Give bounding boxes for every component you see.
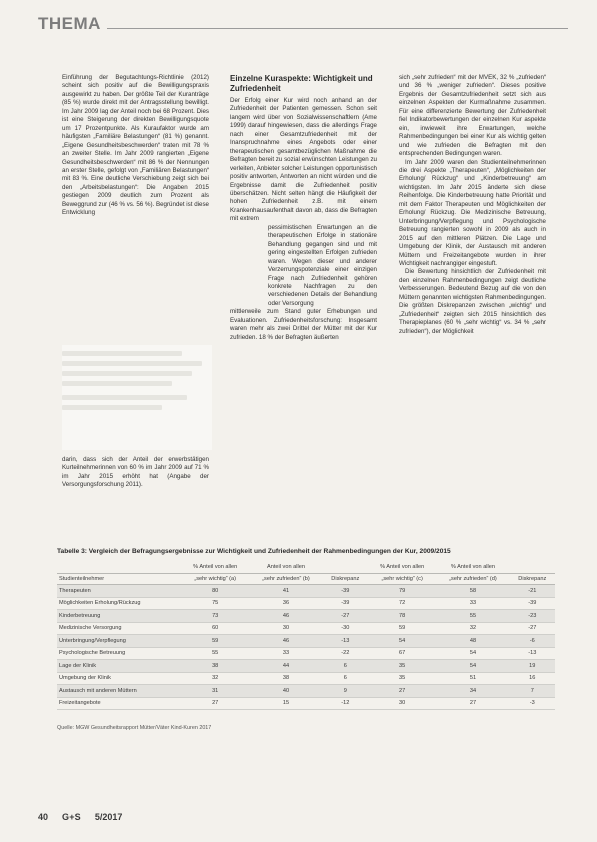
table-cell: 41 — [249, 585, 322, 598]
table-header: Diskrepanz — [323, 573, 368, 585]
table-row — [57, 697, 555, 710]
paragraph: Der Erfolg einer Kur wird noch anhand an der Zufriedenheit der Patienten gemessen. Schon seit langem wird über von Sozialwissenschaftlern (Ame 1999) darauf hingewiesen, dass die allerdings Frage nach einer Gesamtzufriedenheit mit der Inanspruchnahme eines Angebots oder einer therapeutischen gesamtbezüglichen Maßnahme die Befragten bereit zu sozial erwünschten Leistungen zu verleiten, Anbieter solcher Leistungen opportunistisch positiv antworten, Antworten an nicht würden und die Ergebnisse damit die Zufriedenheit positiv überschätzen. Nicht selten hängt die Häufigkeit der hohen Zufriedenheit z.B. mit einem Krankenhausaufenthalt davon ab, dass die Befragten mit extrem — [230, 97, 377, 223]
table-cell: 38 — [249, 672, 322, 685]
table-cell: 73 — [181, 610, 249, 623]
table-cell: 78 — [368, 610, 436, 623]
paragraph: Im Jahr 2009 waren den Studienteilnehmerinnen die drei Aspekte „Therapeuten“, „Möglichkeiten der Erholung/ Rückzug“ und „Kinderbetreuung“ am wichtigsten. Im Jahr 2015 änderte sich diese Reihenfolge. Die Kinderbetreuung hatte Priorität und mit dem Faktor Therapeuten und Möglichkeiten der Erholung/ Rückzug. Die Medizinische Betreuung, Unterbringung/Verpflegung und Psychologische Betreuung rangierten sowohl in 2009 als auch in 2015 auf den mittleren Plätzen. Die Lage und Umgebung der Klinik, der Austausch mit anderen Müttern und Freizeitangebote wurden in ihrer Wichtigkeit nachrangiger eingestuft. — [399, 158, 546, 267]
table-cell: 36 — [249, 597, 322, 610]
text-column-3 — [399, 74, 546, 336]
table-header: „sehr wichtig“ (a) — [181, 573, 249, 585]
pull-quote-box — [62, 345, 212, 450]
table-group-header — [57, 562, 181, 573]
paragraph: darin, dass sich der Anteil der erwerbstätigen Kurteilnehmerinnen von 60 % im Jahr 2009 auf 71 % im Jahr 2015 erhöht hat (Angabe der Versorgungsforschung 2011). — [62, 456, 209, 489]
text-column-1-top — [62, 74, 209, 218]
table-caption: Tabelle 3: Vergleich der Befragungsergebnisse zur Wichtigkeit und Zufriedenheit der Rahmenbedingungen der Kur, 2009/2015 — [57, 548, 451, 555]
table-cell: -3 — [510, 697, 555, 710]
table-row — [57, 610, 555, 623]
paragraph: Die Bewertung hinsichtlich der Zufriedenheit mit den einzelnen Rahmenbedingungen zeigt deutliche Verbesserungen. Bedeutend Bezug auf die von den Müttern genannten wichtigsten Rahmenbedingungen. Die größten Diskrepanzen zwischen „wichtig“ und „Zufriedenheit“ zeigten sich 2015 hinsichtlich des Therapieplanes (60 % „sehr wichtig“ vs. 34 % „sehr zufrieden“), der Möglichkeit — [399, 268, 546, 335]
table-cell-label: Therapeuten — [57, 585, 181, 598]
page-number: 40 — [38, 812, 49, 822]
table-cell: 55 — [436, 610, 509, 623]
table-cell: 54 — [436, 647, 509, 660]
table-row — [57, 585, 555, 598]
table-cell: -27 — [323, 610, 368, 623]
table-cell-label: Unterbringung/Verpflegung — [57, 635, 181, 648]
text-column-2 — [230, 74, 377, 342]
table-row — [57, 635, 555, 648]
table-header-row — [57, 573, 555, 585]
table-header: „sehr zufrieden“ (d) — [436, 573, 509, 585]
table-group-header — [323, 562, 368, 573]
table-cell: 72 — [368, 597, 436, 610]
table-cell: 54 — [368, 635, 436, 648]
table-cell: 6 — [323, 660, 368, 673]
table-cell: -23 — [510, 610, 555, 623]
table-cell: 44 — [249, 660, 322, 673]
paragraph: mittlerweile zum Stand guter Erhebungen und Evaluationen. Zufriedenheitsforschung: Insgesamt waren mehr als zwei Drittel der Mütter mit der Kur zufrieden. 18 % der Befragten äußerten — [230, 308, 377, 341]
magazine-name: G+S — [62, 812, 81, 822]
table-cell-label: Freizeitangebote — [57, 697, 181, 710]
table-group-header: % Anteil von allen — [368, 562, 436, 573]
table-cell: 60 — [181, 622, 249, 635]
table-source: Quelle: MGW Gesundheitsrapport Mütter/Väter Kind-Kuren 2017 — [57, 725, 212, 731]
table-cell-label: Lage der Klinik — [57, 660, 181, 673]
table-cell: 27 — [436, 697, 509, 710]
table-row — [57, 647, 555, 660]
table-cell: 31 — [181, 685, 249, 698]
table-cell: 48 — [436, 635, 509, 648]
table-cell: 46 — [249, 610, 322, 623]
table-group-header: % Anteil von allen — [181, 562, 249, 573]
table-cell: 35 — [368, 660, 436, 673]
table-cell: -39 — [510, 597, 555, 610]
table-cell: 27 — [368, 685, 436, 698]
paragraph: sich „sehr zufrieden“ mit der MVEK, 32 % „zufrieden“ und 36 % „weniger zufrieden“. Dieses positive Ergebnis der Gesamtzufriedenheit setzt sich aus einzelnen Aspekten der Kurmaßnahme zusammen. Für eine differenzierte Bewertung der Zufriedenheit fiel Indikatorbewertungen der einzelnen Kur aspekte ein, inwieweit ihre Erwartungen, welche Rahmenbedingungen bei einer Kur als wichtig gelten und wie zufrieden die Befragten mit den entsprechenden Bedingungen waren. — [399, 74, 546, 158]
table-cell-label: Kinderbetreuung — [57, 610, 181, 623]
table-cell: -12 — [323, 697, 368, 710]
table-group-header-row — [57, 562, 555, 573]
table-cell-label: Umgebung der Klinik — [57, 672, 181, 685]
table-cell: -22 — [323, 647, 368, 660]
table-header: „sehr wichtig“ (c) — [368, 573, 436, 585]
table-row — [57, 660, 555, 673]
table-cell-label: Austausch mit anderen Müttern — [57, 685, 181, 698]
table-cell: 33 — [249, 647, 322, 660]
table-cell: -13 — [323, 635, 368, 648]
table-cell: 75 — [181, 597, 249, 610]
data-table — [57, 562, 555, 710]
table-cell: 59 — [368, 622, 436, 635]
issue-number: 5/2017 — [94, 812, 123, 822]
paragraph: Einführung der Begutachtungs-Richtlinie (2012) scheint sich positiv auf die Bewilligungspraxis ausgewirkt zu haben. Der größte Teil der Kuranträge (85 %) wurde direkt mit der Antragsstellung bewilligt. Im Jahr 2009 lag der Anteil noch bei 68 Prozent. Dies ist eine Steigerung der direkten Bewilligungsquote um 17 Prozentpunkte. Als Kuraufaktor wurde am häufigsten „Familiäre Belastungen“ (81 %) genannt. „Eigene Gesundheitsbeschwerden“ traten mit 78 % an zweiter Stelle. Im Jahr 2009 rangierten „Eigene Gesundheitsbeschwerden“ mit 86 % der Nennungen an erster Stelle, gefolgt von „Familiären Belastungen“ mit 83 %. Eine deutliche Verschiebung zeigt sich bei den „Arbeitsbelastungen“: Die Angaben 2015 gestiegen 2009 deutlich zum Prozent als Beweggrund zur (46 % vs. 56 %). Begründet ist diese Entwicklung — [62, 74, 209, 217]
table-cell: 19 — [510, 660, 555, 673]
table-cell: -6 — [510, 635, 555, 648]
subheading: Einzelne Kuraspekte: Wichtigkeit und Zufriedenheit — [230, 74, 373, 93]
table-cell: 40 — [249, 685, 322, 698]
table-cell: 79 — [368, 585, 436, 598]
table-cell: -30 — [323, 622, 368, 635]
table-cell: 27 — [181, 697, 249, 710]
table-cell: 67 — [368, 647, 436, 660]
table-cell: -39 — [323, 597, 368, 610]
table-cell: 35 — [368, 672, 436, 685]
table-group-header: % Anteil von allen — [436, 562, 509, 573]
table-cell-label: Medizinische Versorgung — [57, 622, 181, 635]
page-footer — [38, 812, 122, 822]
table-cell: 30 — [368, 697, 436, 710]
page-header — [38, 10, 568, 32]
table-header: Diskrepanz — [510, 573, 555, 585]
table-cell: 32 — [436, 622, 509, 635]
table-header: „sehr zufrieden“ (b) — [249, 573, 322, 585]
table-row — [57, 597, 555, 610]
table-cell: 34 — [436, 685, 509, 698]
table-cell: 15 — [249, 697, 322, 710]
table-cell: 51 — [436, 672, 509, 685]
table-cell: -21 — [510, 585, 555, 598]
table-cell: 7 — [510, 685, 555, 698]
table-cell: -27 — [510, 622, 555, 635]
table-cell: 33 — [436, 597, 509, 610]
paragraph-narrow: pessimistischen Erwartungen an die therapeutischen Erfolge in stationäre Behandlung gegangen sind und mit gering eingestellten Erfolgen zufrieden waren. Wegen dieser und anderer Verzerrungspotenziale einer einzigen Frage nach Zufriedenheit gehören konkrete Nachfragen zu den verschiedenen Details der Behandlung oder Versorgung — [268, 223, 377, 307]
table-cell-label: Psychologische Betreuung — [57, 647, 181, 660]
table-cell: 38 — [181, 660, 249, 673]
table-cell: 59 — [181, 635, 249, 648]
table-cell: 46 — [249, 635, 322, 648]
table-cell: 58 — [436, 585, 509, 598]
table-cell-label: Möglichkeiten Erholung/Rückzug — [57, 597, 181, 610]
table-cell: 55 — [181, 647, 249, 660]
table-group-header — [510, 562, 555, 573]
table-row — [57, 685, 555, 698]
header-rule — [107, 28, 568, 29]
table-row — [57, 672, 555, 685]
table-header: Studienteilnehmer — [57, 573, 181, 585]
table-group-header: Anteil von allen — [249, 562, 322, 573]
table-cell: -39 — [323, 585, 368, 598]
table-cell: 80 — [181, 585, 249, 598]
table-cell: 6 — [323, 672, 368, 685]
section-title: THEMA — [38, 14, 101, 33]
text-column-1-bottom — [62, 456, 209, 490]
table-cell: 32 — [181, 672, 249, 685]
table-cell: 9 — [323, 685, 368, 698]
table-row — [57, 622, 555, 635]
table-cell: 54 — [436, 660, 509, 673]
table-cell: 16 — [510, 672, 555, 685]
table-cell: 30 — [249, 622, 322, 635]
table-cell: -13 — [510, 647, 555, 660]
